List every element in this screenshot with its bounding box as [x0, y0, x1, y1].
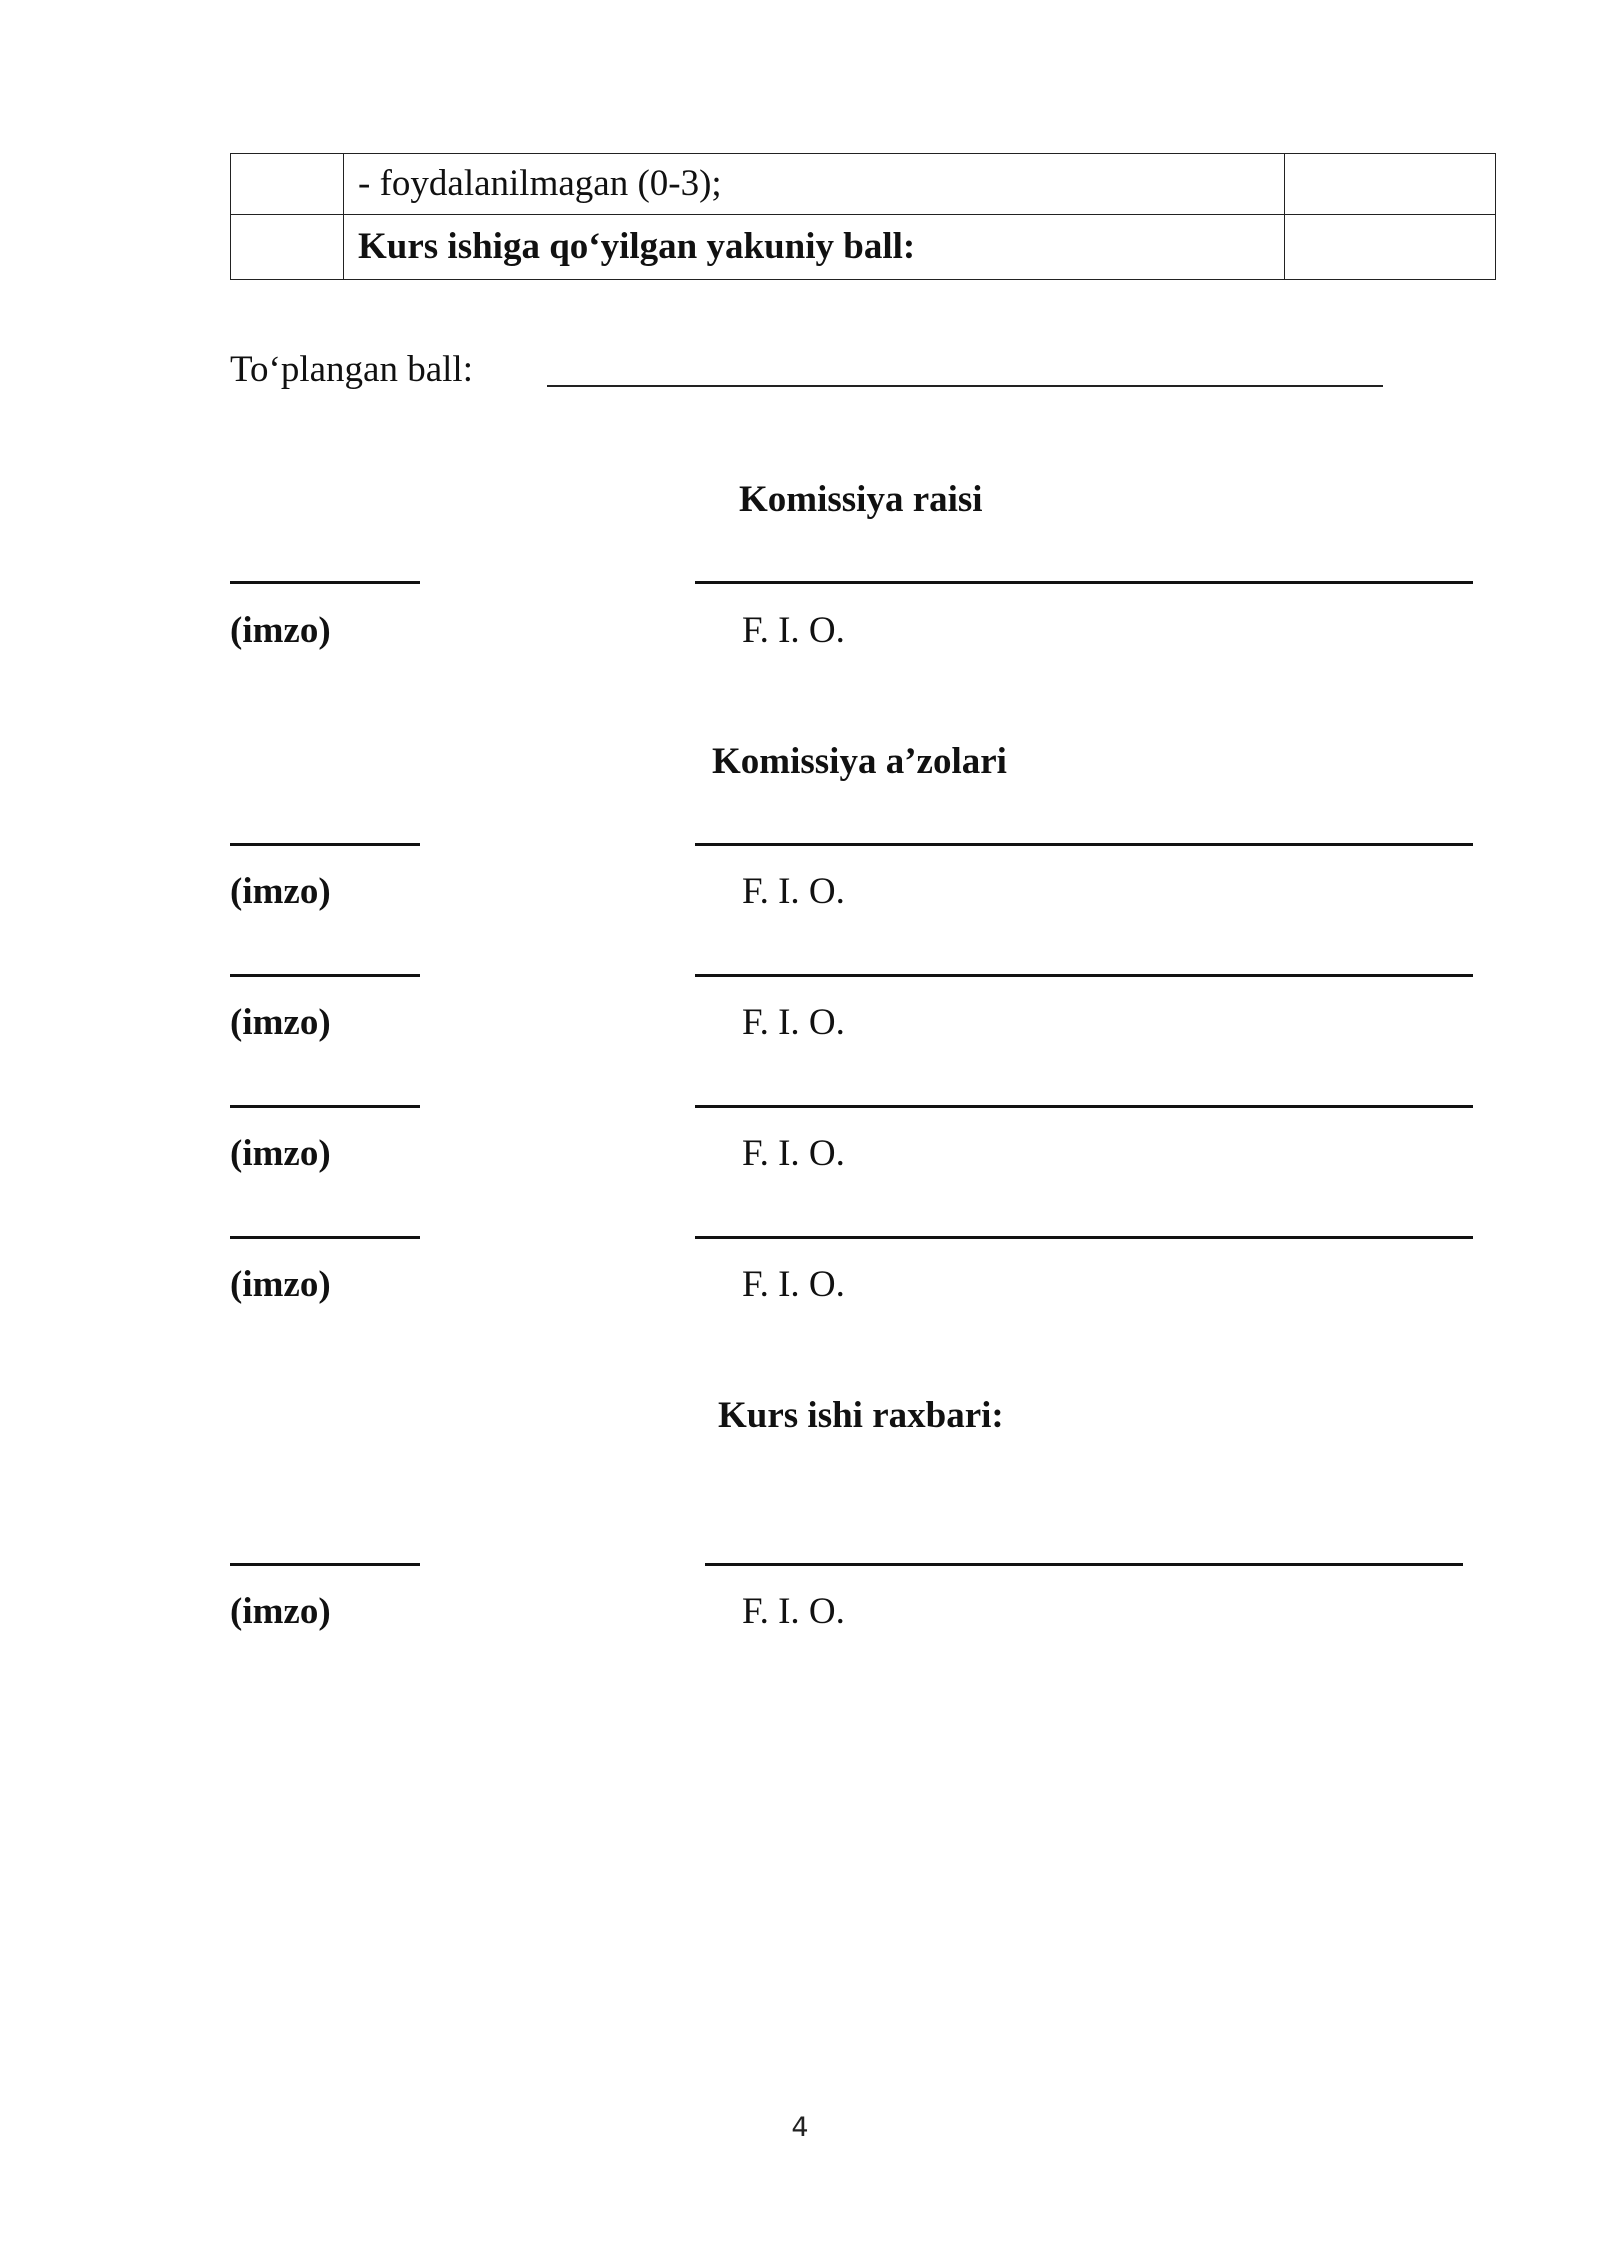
signature-line[interactable]: [230, 581, 420, 584]
name-line[interactable]: [695, 1236, 1473, 1239]
signature-label: (imzo): [230, 1002, 331, 1043]
score-table: [230, 153, 1496, 280]
members-heading: Komissiya a’zolari: [712, 741, 1007, 782]
signature-line[interactable]: [230, 974, 420, 977]
table-cell-final-score-label: Kurs ishiga qo‘yilgan yakuniy ball:: [344, 215, 1285, 280]
signature-label: (imzo): [230, 1264, 331, 1305]
table-cell-index: [231, 215, 344, 280]
name-label: F. I. O.: [742, 871, 845, 912]
total-score-label: To‘plangan ball:: [230, 349, 473, 390]
signature-line[interactable]: [230, 1563, 420, 1566]
signature-line[interactable]: [230, 1105, 420, 1108]
table-cell-index: [231, 154, 344, 215]
signature-label: (imzo): [230, 1133, 331, 1174]
total-score-line[interactable]: [547, 385, 1383, 387]
table-cell-score[interactable]: [1285, 154, 1496, 215]
signature-label: (imzo): [230, 871, 331, 912]
name-line[interactable]: [695, 581, 1473, 584]
chairman-heading: Komissiya raisi: [739, 479, 983, 520]
table-cell-criterion: - foydalanilmagan (0-3);: [344, 154, 1285, 215]
table-cell-final-score[interactable]: [1285, 215, 1496, 280]
name-line[interactable]: [695, 1105, 1473, 1108]
name-line[interactable]: [695, 843, 1473, 846]
page-number: 4: [791, 2112, 809, 2143]
table-row: [231, 154, 1496, 215]
name-label: F. I. O.: [742, 1264, 845, 1305]
table-row: [231, 215, 1496, 280]
name-line[interactable]: [705, 1563, 1463, 1566]
signature-label: (imzo): [230, 610, 331, 651]
signature-line[interactable]: [230, 843, 420, 846]
signature-label: (imzo): [230, 1591, 331, 1632]
name-label: F. I. O.: [742, 1591, 845, 1632]
name-label: F. I. O.: [742, 1133, 845, 1174]
signature-line[interactable]: [230, 1236, 420, 1239]
supervisor-heading: Kurs ishi raxbari:: [718, 1395, 1004, 1436]
name-label: F. I. O.: [742, 610, 845, 651]
name-label: F. I. O.: [742, 1002, 845, 1043]
name-line[interactable]: [695, 974, 1473, 977]
